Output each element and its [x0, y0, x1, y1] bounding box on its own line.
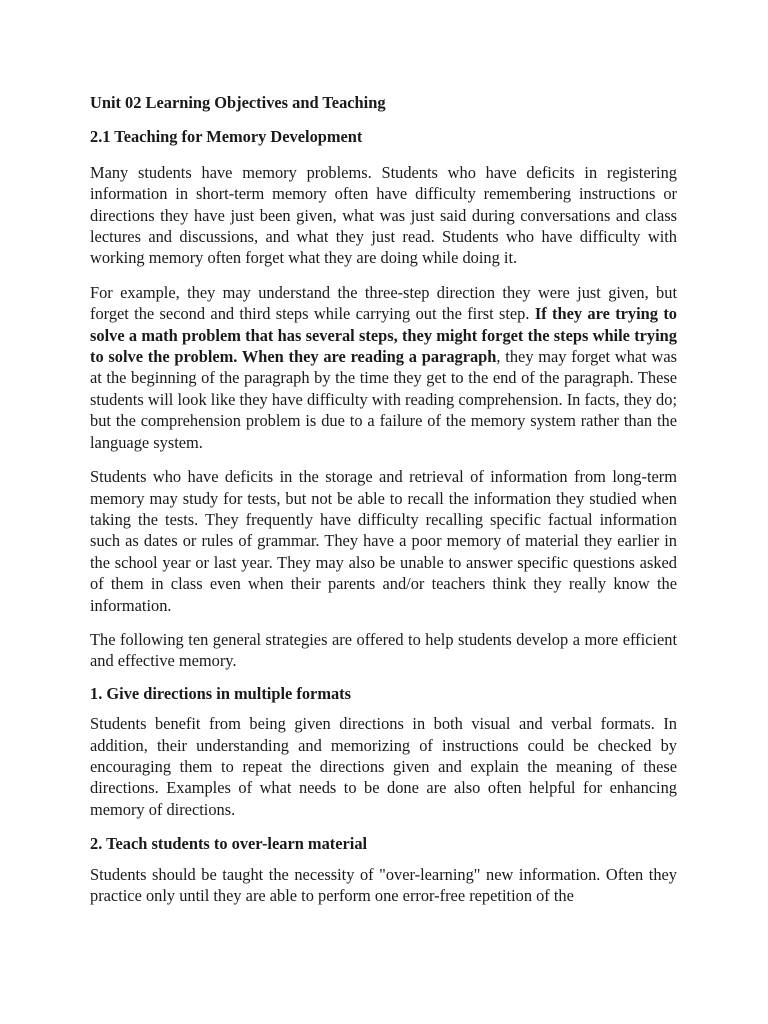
paragraph-memory-problems: Many students have memory problems. Students who have deficits in registering information in short-term memory often have difficulty remembering instructions or directions they have just been given, what was just said during conversations and class lectures and discussions, and what they just read. Students who have difficulty with working memory often forget what they are doing while doing it.	[90, 162, 677, 268]
paragraph-example-bold: If they are trying to solve a math problem that has several steps, they might forget the steps while trying to solve the problem. When they are reading a paragraph	[90, 304, 677, 367]
paragraph-long-term-memory: Students who have deficits in the storage and retrieval of information from long-term memory may study for tests, but not be able to recall the information they studied when taking the tests. They frequently have difficulty recalling specific factual information such as dates or rules of grammar. They have a poor memory of material they earlier in the school year or last year. They may also be unable to answer specific questions asked of them in class even when their parents and/or teachers think they really know the information.	[90, 467, 677, 615]
section-title: 2.1 Teaching for Memory Development	[90, 127, 363, 147]
unit-title: Unit 02 Learning Objectives and Teaching	[90, 93, 386, 112]
strategy-1-title: 1. Give directions in multiple formats	[90, 683, 352, 703]
paragraph-example-text-2: , they may forget what was at the beginning of the paragraph by the time they get to the end of the paragraph. These students will look like they have difficulty with reading comprehension. In facts, they do; but the comprehension problem is due to a failure of the memory system rather than the language system.	[90, 347, 677, 452]
paragraph-strategies-intro: The following ten general strategies are offered to help students develop a more efficient and effective memory.	[90, 629, 677, 671]
strategy-2-body: Students should be taught the necessity of "over-learning" new information. Often they practice only until they are able to perform one error-free repetition of the	[90, 864, 677, 905]
document-page	[90, 92, 677, 919]
strategy-1-body: Students benefit from being given directions in both visual and verbal formats. In addition, their understanding and memorizing of instructions could be checked by encouraging them to repeat the directions given and explain the meaning of these directions. Examples of what needs to be done are also often helpful for enhancing memory of directions.	[90, 714, 677, 819]
paragraph-example-text-1: For example, they may understand the three-step direction they were just given, but forget the second and third steps while carrying out the first step.	[90, 282, 677, 324]
paragraph-example	[90, 282, 677, 453]
strategy-2-title: 2. Teach students to over-learn material	[90, 834, 368, 854]
